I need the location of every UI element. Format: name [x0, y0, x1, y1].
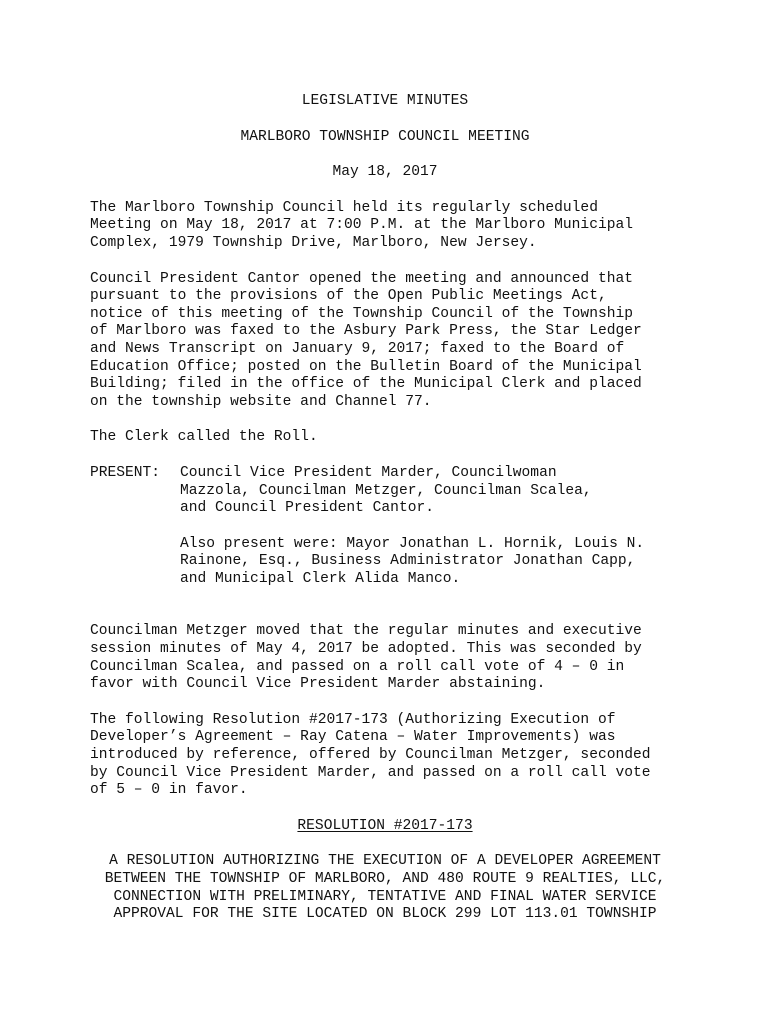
resolution-heading	[90, 818, 680, 836]
present-members: Council Vice President Marder, Councilwoman Mazzola, Councilman Metzger, Councilman Scalea, and Council President Cantor.	[180, 464, 592, 517]
also-present: Also present were: Mayor Jonathan L. Hornik, Louis N. Rainone, Esq., Business Administrator Jonathan Capp, and Municipal Clerk Alida Manco.	[180, 535, 645, 587]
notice-paragraph: Council President Cantor opened the meeting and announced that pursuant to the provisions of the Open Public Meetings Act, notice of this meeting of the Township Council of the Township of Marlboro was faxed to the Asbury Park Press, the Star Ledger and News Transcript on January 9, 2017; faxed to the Board of Education Office; posted on the Bulletin Board of the Municipal Building; filed in the office of the Municipal Clerk and placed on the township website and Channel 77.	[90, 270, 642, 410]
resolution-intro-paragraph: The following Resolution #2017-173 (Authorizing Execution of Developer’s Agreement – Ray Catena – Water Improvements) was introduced by reference, offered by Councilman Metzger, seconded by Council Vice President Marder, and passed on a roll call vote of 5 – 0 in favor.	[90, 711, 651, 799]
minutes-adoption-paragraph: Councilman Metzger moved that the regular minutes and executive session minutes of May 4, 2017 be adopted. This was seconded by Councilman Scalea, and passed on a roll call vote of 4 – 0 in favor with Council Vice President Marder abstaining.	[90, 623, 642, 693]
minutes-page	[90, 93, 680, 924]
opening-paragraph: The Marlboro Township Council held its regularly scheduled Meeting on May 18, 2017 at 7:00 P.M. at the Marlboro Municipal Complex, 1979 Township Drive, Marlboro, New Jersey.	[90, 199, 633, 251]
resolution-heading-text: RESOLUTION #2017-173	[297, 817, 473, 834]
resolution-body: A RESOLUTION AUTHORIZING THE EXECUTION OF A DEVELOPER AGREEMENT BETWEEN THE TOWNSHIP OF MARLBORO, AND 480 ROUTE 9 REALTIES, LLC, CONNECTION WITH PRELIMINARY, TENTATIVE AND FINAL WATER SERVICE APPROVAL FOR THE SITE LOCATED ON BLOCK 299 LOT 113.01 TOWNSHIP	[104, 853, 666, 923]
present-label: PRESENT:	[90, 464, 161, 481]
document-subtitle: MARLBORO TOWNSHIP COUNCIL MEETING	[240, 128, 530, 145]
present-details	[180, 465, 644, 589]
meeting-date: May 18, 2017	[332, 164, 438, 181]
present-section	[90, 465, 680, 589]
roll-call-paragraph: The Clerk called the Roll.	[90, 429, 318, 446]
document-title: LEGISLATIVE MINUTES	[301, 93, 469, 109]
